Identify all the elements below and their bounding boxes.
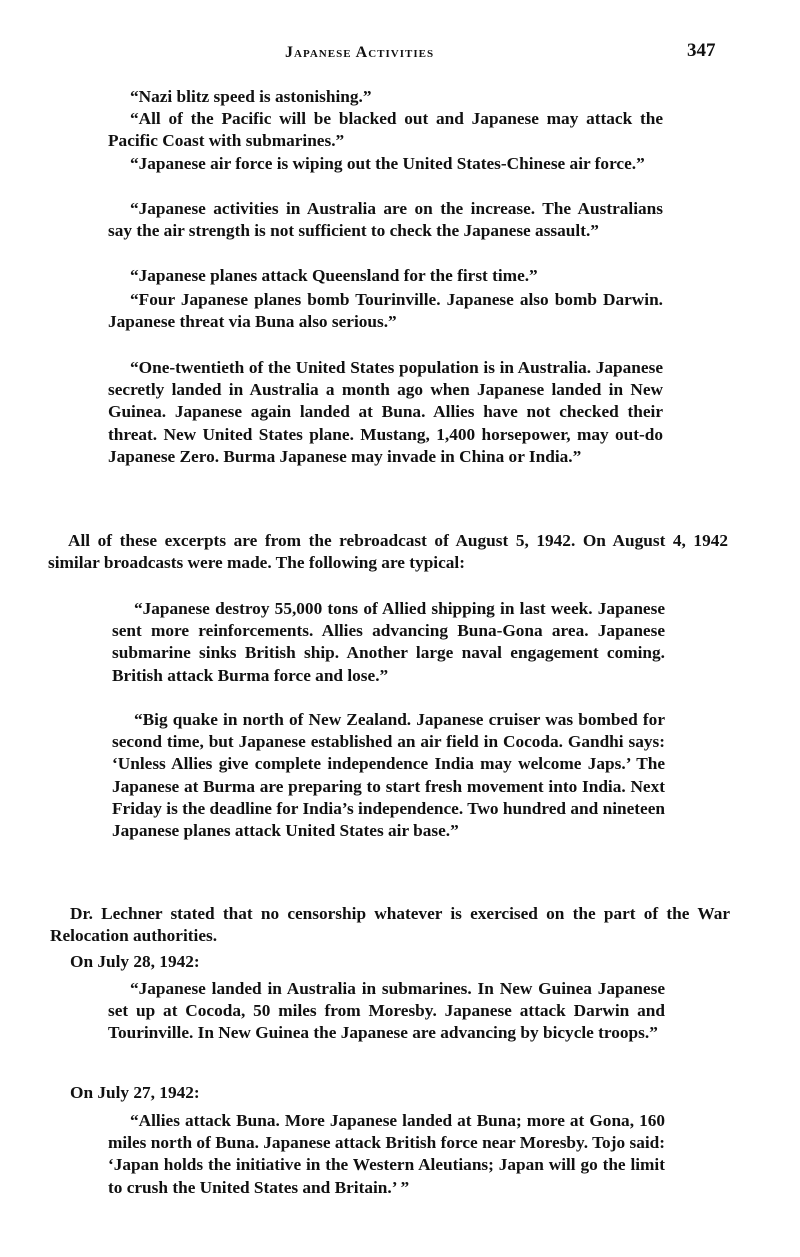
excerpts-paragraph: All of these excerpts are from the rebroadcast of August 5, 1942. On August 4, 1942 similar broadcasts were made. The following are typical: <box>48 531 728 573</box>
running-title: Japanese Activities <box>285 44 435 61</box>
date-july-28: On July 28, 1942: <box>70 952 200 971</box>
quote-nazi-blitz: “Nazi blitz speed is astonishing.” <box>130 87 372 106</box>
quote-queensland: “Japanese planes attack Queensland for the first time.” <box>130 266 538 285</box>
quote-july-28: “Japanese landed in Australia in submarines. In New Guinea Japanese set up at Cocoda, 50 miles from Moresby. Japanese attack Darwin and Tourinville. In New Guinea the Japanese are advancing by bicycle troops.” <box>108 979 665 1043</box>
quote-australia-activities: “Japanese activities in Australia are on the increase. The Australians say the air strength is not sufficient to check the Japanese assault.” <box>108 199 663 241</box>
quote-july-27: “Allies attack Buna. More Japanese landed at Buna; more at Gona, 160 miles north of Buna. Japanese attack British force near Moresby. Tojo said: ‘Japan holds the initiative in the Western Aleutians; Japan will go the limit to crush the United States and Britain.’ ” <box>108 1111 665 1197</box>
quote-one-twentieth: “One-twentieth of the United States population is in Australia. Japanese secretly landed in Australia a month ago when Japanese landed in New Guinea. Japanese again landed at Buna. Allies have not checked their threat. New United States plane. Mustang, 1,400 horsepower, may out-do Japanese Zero. Burma Japanese may invade in China or India.” <box>108 358 663 466</box>
quote-big-quake: “Big quake in north of New Zealand. Japanese cruiser was bombed for second time, but Japanese established an air field in Cocoda. Gandhi says: ‘Unless Allies give complete independence India may welcome Japs.’ The Japanese at Burma are preparing to start fresh movement into India. Next Friday is the deadline for India’s independence. Two hundred and nineteen Japanese planes attack United States air base.” <box>112 710 665 841</box>
page-number: 347 <box>687 40 716 61</box>
quote-tourinville: “Four Japanese planes bomb Tourinville. Japanese also bomb Darwin. Japanese threat via Buna also serious.” <box>108 290 663 332</box>
quote-japanese-destroy: “Japanese destroy 55,000 tons of Allied shipping in last week. Japanese sent more reinforcements. Allies advancing Buna-Gona area. Japanese submarine sinks British ship. Another large naval engagement coming. British attack Burma force and lose.” <box>112 599 665 685</box>
censorship-paragraph: Dr. Lechner stated that no censorship whatever is exercised on the part of the War Relocation authorities. <box>50 904 730 946</box>
quote-air-force: “Japanese air force is wiping out the United States-Chinese air force.” <box>130 154 645 173</box>
page-header <box>0 38 800 68</box>
date-july-27: On July 27, 1942: <box>70 1083 200 1102</box>
quote-pacific-blackout: “All of the Pacific will be blacked out and Japanese may attack the Pacific Coast with submarines.” <box>108 109 663 151</box>
